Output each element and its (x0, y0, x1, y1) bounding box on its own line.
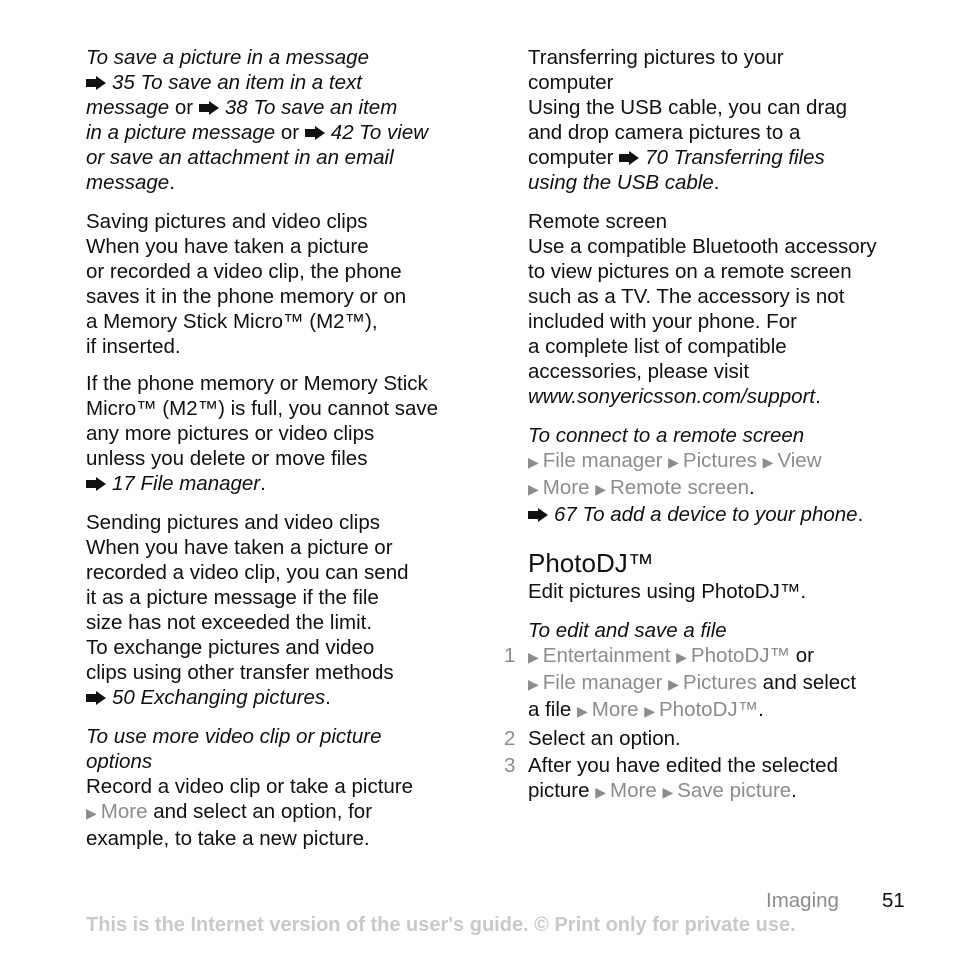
xref-link[interactable]: message (86, 171, 170, 194)
menu-item-entertainment[interactable]: Entertainment (542, 644, 671, 667)
left-column (86, 45, 468, 851)
xref-link[interactable]: 42 To view (330, 121, 429, 144)
footer-disclaimer: This is the Internet version of the user's guide. © Print only for private use. (86, 914, 796, 936)
right-column (504, 45, 910, 805)
arrow-right-icon (86, 76, 106, 90)
heading-saving-pictures: Saving pictures and video clips (86, 210, 368, 233)
triangle-right-icon: ▶ (528, 649, 539, 665)
arrow-right-icon (305, 126, 325, 140)
triangle-right-icon: ▶ (595, 481, 606, 497)
body-text: Using the USB cable, you can drag and drop camera pictures to a computer 70 Transferring files using the USB cable. (528, 96, 848, 194)
menu-item-remote-screen[interactable]: Remote screen (609, 476, 749, 499)
triangle-right-icon: ▶ (676, 649, 687, 665)
step-1: 1 ▶ Entertainment ▶ PhotoDJ™ or ▶ File manager ▶ Pictures and select a file ▶ More ▶ PhotoDJ™. (504, 644, 857, 721)
triangle-right-icon: ▶ (86, 805, 97, 821)
xref-link[interactable]: 50 Exchanging pictures (112, 686, 326, 709)
page-number: 51 (882, 889, 905, 912)
xref-link[interactable]: using the USB cable (528, 171, 714, 194)
triangle-right-icon: ▶ (528, 676, 539, 692)
arrow-right-icon (199, 101, 219, 115)
arrow-right-icon (528, 508, 548, 522)
menu-path: ▶ File manager ▶ Pictures ▶ View ▶ More ▶ Remote screen. 67 To add a device to your phone. (528, 449, 864, 526)
body-text: When you have taken a picture or recorded a video clip, the phone saves it in the phone memory or on a Memory Stick Micro™ (M2™), if inserted. (86, 235, 407, 358)
triangle-right-icon: ▶ (762, 454, 774, 470)
step-number: 2 (504, 727, 516, 750)
conjunction: or (174, 96, 194, 119)
xref-link[interactable]: 67 To add a device to your phone (554, 503, 858, 526)
step-2: 2 Select an option. (504, 727, 681, 750)
menu-item-more[interactable]: More (591, 698, 639, 721)
heading-more-options: To use more video clip or picture options (86, 725, 382, 773)
body-text: Record a video clip or take a picture ▶ More and select an option, for example, to take a new picture. (86, 775, 414, 850)
xref-link[interactable]: in a picture message (86, 121, 276, 144)
heading-edit-save-file: To edit and save a file (528, 619, 727, 642)
heading-remote-screen: Remote screen (528, 210, 668, 233)
heading-connect-remote-screen: To connect to a remote screen (528, 424, 805, 447)
triangle-right-icon: ▶ (577, 703, 588, 719)
xref-link[interactable]: or save an attachment in an email (86, 146, 394, 169)
arrow-right-icon (86, 477, 106, 491)
triangle-right-icon: ▶ (528, 454, 539, 470)
menu-item-more[interactable]: More (100, 800, 148, 823)
xref-paragraph: 35 To save an item in a text message or 38 To save an item in a picture message or 42 To view or save an attachment in an email message. (86, 71, 429, 194)
xref-link[interactable]: 35 To save an item in a text (112, 71, 362, 94)
conjunction: or (280, 121, 300, 144)
support-url-link[interactable]: www.sonyericsson.com/support (528, 385, 816, 408)
body-text: Edit pictures using PhotoDJ™. (528, 580, 807, 603)
menu-item-more[interactable]: More (542, 476, 590, 499)
step-3: 3 After you have edited the selected picture ▶ More ▶ Save picture. (504, 754, 838, 802)
triangle-right-icon: ▶ (528, 481, 539, 497)
body-text: When you have taken a picture or recorded a video clip, you can send it as a picture message if the file size has not exceeded the limit. To exchange pictures and video clips using other transfer methods 50 Exchanging pictures. (86, 536, 409, 709)
xref-link[interactable]: 38 To save an item (224, 96, 398, 119)
step-number: 1 (504, 644, 516, 667)
xref-link[interactable]: 70 Transferring files (645, 146, 825, 169)
heading-save-picture-in-message: To save a picture in a message (86, 46, 369, 69)
triangle-right-icon: ▶ (668, 454, 679, 470)
menu-item-pictures[interactable]: Pictures (682, 449, 757, 472)
body-text: Use a compatible Bluetooth accessory to view pictures on a remote screen such as a TV. The accessory is not included with your phone. For a complete list of compatible accessories, please visit www.sonyericsson.com/support. (528, 235, 877, 408)
triangle-right-icon: ▶ (662, 784, 674, 800)
menu-item-photodj[interactable]: PhotoDJ™ (659, 698, 759, 721)
menu-item-photodj[interactable]: PhotoDJ™ (690, 644, 791, 667)
heading-transferring-pictures: Transferring pictures to your computer (528, 46, 784, 94)
step-number: 3 (504, 754, 516, 777)
menu-item-file-manager[interactable]: File manager (542, 449, 663, 472)
arrow-right-icon (86, 691, 106, 705)
triangle-right-icon: ▶ (595, 784, 607, 800)
xref-link[interactable]: message (86, 96, 170, 119)
heading-photodj: PhotoDJ™ (528, 548, 654, 578)
footer-section-name: Imaging (766, 889, 839, 912)
body-text: If the phone memory or Memory Stick Micro™ (M2™) is full, you cannot save any more pictures or video clips unless you delete or move files 17 File manager. (86, 372, 439, 495)
heading-sending-pictures: Sending pictures and video clips (86, 511, 381, 534)
menu-item-file-manager[interactable]: File manager (542, 671, 663, 694)
menu-item-pictures[interactable]: Pictures (682, 671, 757, 694)
xref-link[interactable]: 17 File manager (112, 472, 261, 495)
menu-item-more[interactable]: More (610, 779, 657, 802)
menu-item-save-picture[interactable]: Save picture (677, 779, 792, 802)
arrow-right-icon (619, 151, 639, 165)
menu-item-view[interactable]: View (777, 449, 822, 472)
triangle-right-icon: ▶ (668, 676, 679, 692)
triangle-right-icon: ▶ (644, 703, 655, 719)
